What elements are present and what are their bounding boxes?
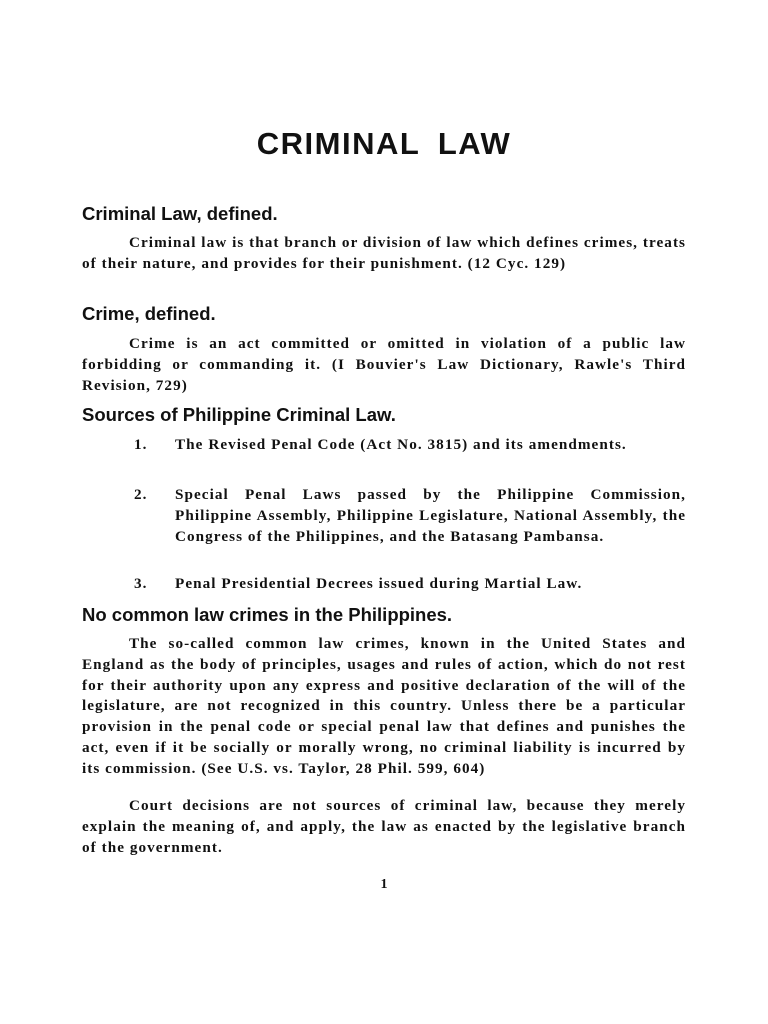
section-heading-no-common-law-crimes: No common law crimes in the Philippines. <box>82 604 453 625</box>
paragraph-court-decisions: Court decisions are not sources of criminal law, because they merely explain the meaning of, and apply, the law as enacted by the legislative branch of the government. <box>82 797 686 856</box>
list-item <box>134 574 686 595</box>
list-item-number: 1. <box>134 436 148 453</box>
paragraph-common-law-crimes: The so-called common law crimes, known in the United States and England as the body of principles, usages and rules of action, which do not rest for their authority upon any express and positive declaration of the will of the legislature, are not recognized in this country. Unless there be a particular provision in the penal code or special penal law that defines and punishes the act, even if it be socially or morally wrong, no criminal liability is incurred by its commission. (See U.S. vs. Taylor, 28 Phil. 599, 604) <box>82 635 686 777</box>
list-item-text: Special Penal Laws passed by the Philippine Commission, Philippine Assembly, Philippine Legislature, National Assembly, the Congress of the Philippines, and the Batasang Pambansa. <box>175 486 686 545</box>
list-item-text: The Revised Penal Code (Act No. 3815) and its amendments. <box>175 436 627 453</box>
paragraph-criminal-law-definition: Criminal law is that branch or division of law which defines crimes, treats of their nature, and provides for their punishment. (12 Cyc. 129) <box>82 234 687 272</box>
list-item <box>134 485 686 547</box>
list-item <box>134 435 686 456</box>
list-item-text: Penal Presidential Decrees issued during Martial Law. <box>175 575 583 592</box>
list-item-number: 2. <box>134 486 148 503</box>
page-title: CRIMINAL LAW <box>256 126 512 161</box>
section-heading-sources: Sources of Philippine Criminal Law. <box>82 404 396 425</box>
section-heading-criminal-law-defined: Criminal Law, defined. <box>82 203 278 224</box>
paragraph-crime-definition: Crime is an act committed or omitted in violation of a public law forbidding or commanding it. (I Bouvier's Law Dictionary, Rawle's Third Revision, 729) <box>82 335 686 394</box>
list-item-number: 3. <box>134 575 148 592</box>
page-number: 1 <box>380 877 388 892</box>
section-heading-crime-defined: Crime, defined. <box>82 303 216 324</box>
